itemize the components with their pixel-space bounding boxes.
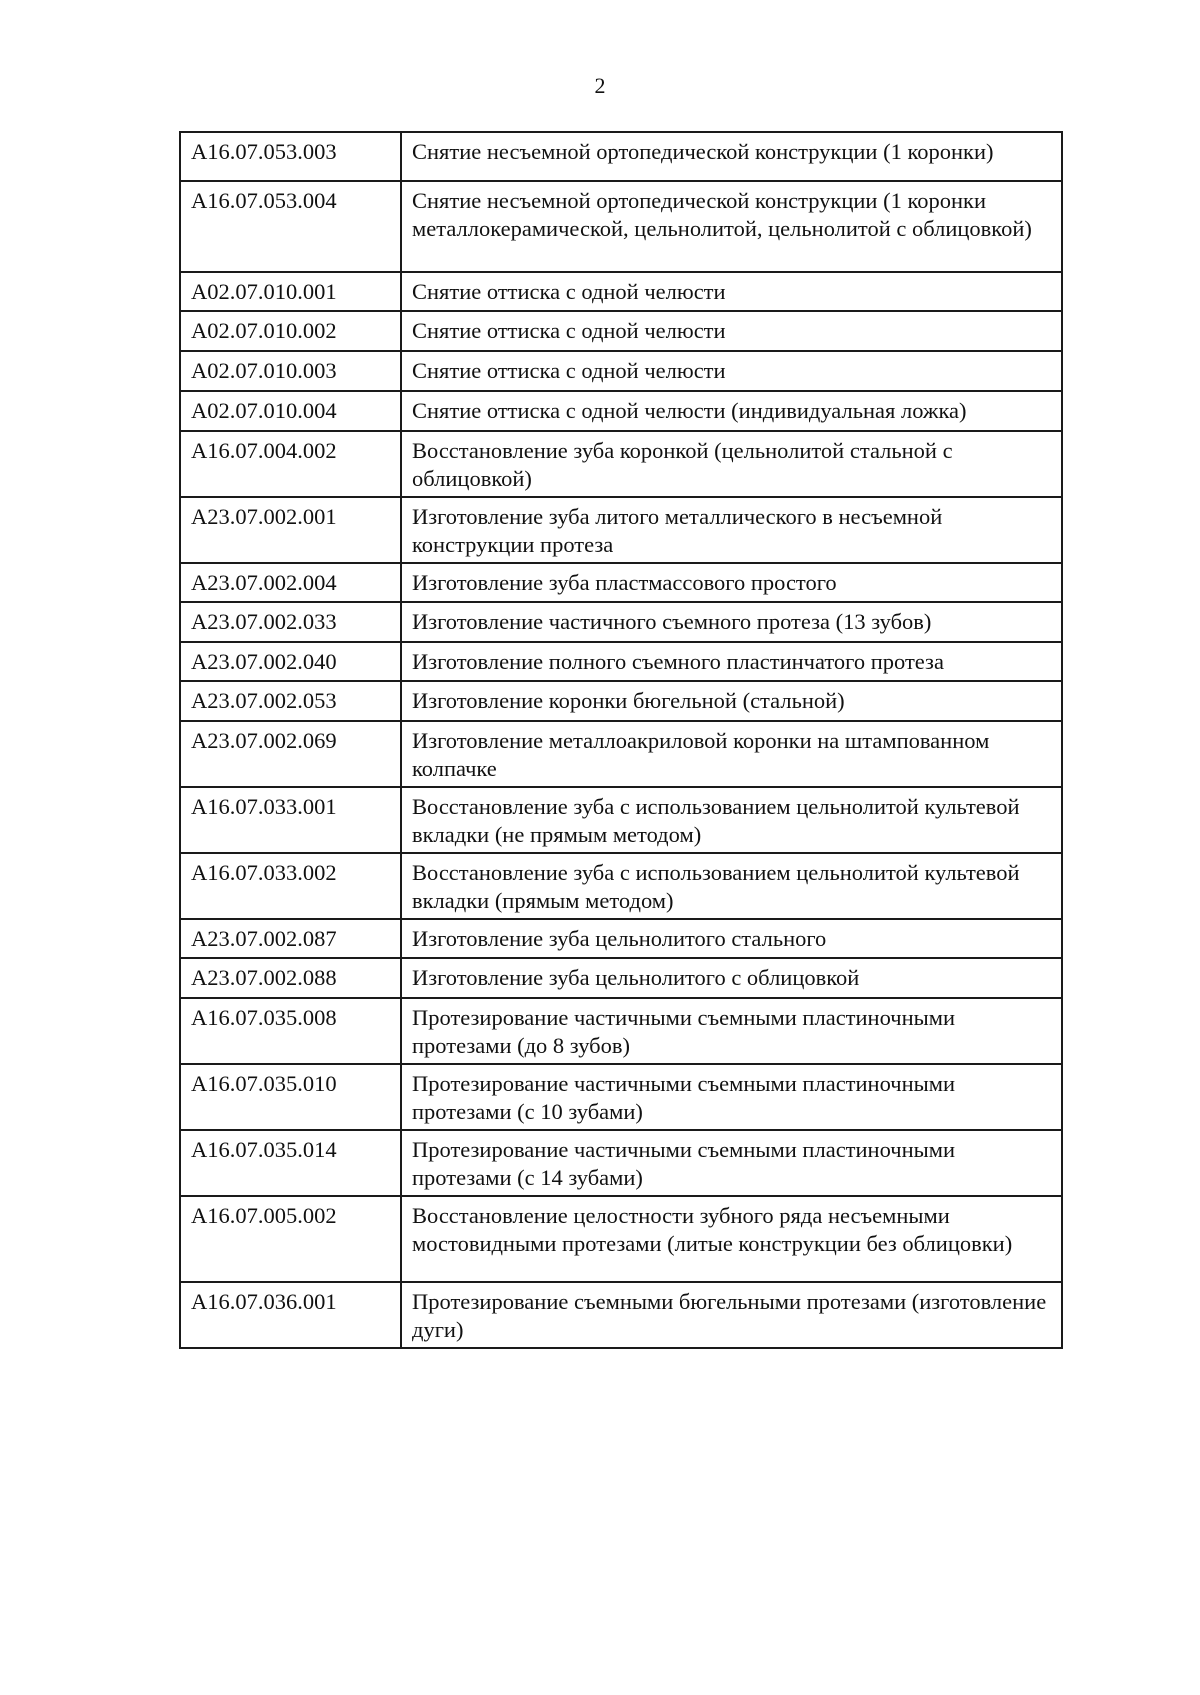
service-description: Протезирование частичными съемными пластиночными протезами (до 8 зубов) [401,998,1062,1064]
service-code: А16.07.036.001 [180,1282,401,1348]
services-table-body [180,132,1062,1348]
service-code: А16.07.005.002 [180,1196,401,1282]
service-code: А16.07.035.008 [180,998,401,1064]
table-row [180,351,1062,391]
table-row [180,1130,1062,1196]
table-row [180,497,1062,563]
service-description: Восстановление целостности зубного ряда несъемными мостовидными протезами (литые конструкции без облицовки) [401,1196,1062,1282]
table-row [180,1196,1062,1282]
service-code: А23.07.002.004 [180,563,401,602]
page-number: 2 [594,73,606,98]
service-code: А16.07.053.004 [180,181,401,272]
service-code: А23.07.002.088 [180,958,401,998]
service-description: Снятие несъемной ортопедической конструкции (1 коронки) [401,132,1062,181]
service-code: А16.07.033.001 [180,787,401,853]
service-description: Восстановление зуба с использованием цельнолитой культевой вкладки (прямым методом) [401,853,1062,919]
service-description: Протезирование съемными бюгельными протезами (изготовление дуги) [401,1282,1062,1348]
table-row [180,311,1062,351]
table-row [180,721,1062,787]
service-description: Восстановление зуба с использованием цельнолитой культевой вкладки (не прямым методом) [401,787,1062,853]
table-row [180,1282,1062,1348]
table-row [180,391,1062,431]
service-description: Восстановление зуба коронкой (цельнолитой стальной с облицовкой) [401,431,1062,497]
service-description: Изготовление зуба литого металлического в несъемной конструкции протеза [401,497,1062,563]
service-description: Протезирование частичными съемными пластиночными протезами (с 14 зубами) [401,1130,1062,1196]
table-row [180,272,1062,311]
service-description: Изготовление зуба цельнолитого стального [401,919,1062,958]
service-code: А23.07.002.040 [180,642,401,681]
table-row [180,602,1062,642]
service-code: А02.07.010.001 [180,272,401,311]
service-code: А02.07.010.003 [180,351,401,391]
table-row [180,1064,1062,1130]
service-code: А23.07.002.001 [180,497,401,563]
service-code: А16.07.035.010 [180,1064,401,1130]
service-description: Снятие несъемной ортопедической конструкции (1 коронки металлокерамической, цельнолитой, цельнолитой с облицовкой) [401,181,1062,272]
table-row [180,998,1062,1064]
table-row [180,958,1062,998]
service-code: А23.07.002.033 [180,602,401,642]
service-description: Снятие оттиска с одной челюсти [401,272,1062,311]
service-code: А16.07.035.014 [180,1130,401,1196]
table-row [180,431,1062,497]
service-code: А02.07.010.004 [180,391,401,431]
service-code: А16.07.033.002 [180,853,401,919]
service-description: Изготовление коронки бюгельной (стальной) [401,681,1062,721]
table-row [180,132,1062,181]
service-description: Снятие оттиска с одной челюсти [401,311,1062,351]
table-row [180,853,1062,919]
service-code: А23.07.002.087 [180,919,401,958]
service-description: Изготовление полного съемного пластинчатого протеза [401,642,1062,681]
service-description: Изготовление частичного съемного протеза (13 зубов) [401,602,1062,642]
table-row [180,642,1062,681]
service-description: Изготовление зуба пластмассового простого [401,563,1062,602]
table-row [180,787,1062,853]
table-row [180,919,1062,958]
table-row [180,681,1062,721]
table-row [180,181,1062,272]
service-description: Изготовление зуба цельнолитого с облицовкой [401,958,1062,998]
service-description: Изготовление металлоакриловой коронки на штампованном колпачке [401,721,1062,787]
service-description: Протезирование частичными съемными пластиночными протезами (с 10 зубами) [401,1064,1062,1130]
service-description: Снятие оттиска с одной челюсти (индивидуальная ложка) [401,391,1062,431]
service-code: А02.07.010.002 [180,311,401,351]
table-row [180,563,1062,602]
service-description: Снятие оттиска с одной челюсти [401,351,1062,391]
service-code: А23.07.002.069 [180,721,401,787]
service-code: А16.07.004.002 [180,431,401,497]
services-table [179,131,1063,1349]
service-code: А23.07.002.053 [180,681,401,721]
service-code: А16.07.053.003 [180,132,401,181]
